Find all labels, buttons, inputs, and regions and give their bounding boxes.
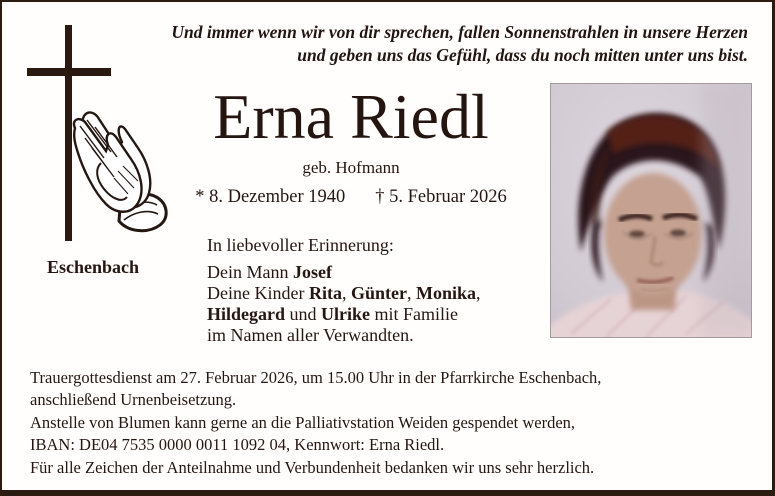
children-prefix: Deine Kinder (207, 283, 309, 303)
memorial-intro: In liebevoller Erinnerung: (207, 235, 394, 255)
death-date: † 5. Februar 2026 (375, 187, 507, 207)
opening-quote (138, 21, 748, 67)
child-name: Monika (415, 283, 476, 303)
place-label: Eschenbach (46, 257, 140, 277)
maiden-name: geb. Hofmann (302, 158, 400, 177)
child-name: Rita (308, 283, 342, 303)
portrait-photo (550, 83, 752, 338)
announcement-block (30, 367, 752, 479)
deceased-header (185, 81, 517, 208)
memorial-children-line-2 (207, 304, 547, 325)
conjunction: und (285, 304, 322, 324)
family-suffix: mit Familie (370, 304, 459, 324)
life-dates (185, 187, 517, 208)
service-line-1: Trauergottesdienst am 27. Februar 2026, um 15.00 Uhr in der Pfarrkirche Eschenbach, (30, 368, 602, 387)
separator: , (341, 283, 351, 303)
child-name: Hildegard (207, 304, 286, 324)
memorial-block (207, 235, 547, 346)
memorial-husband-line (207, 262, 547, 283)
child-name: Ulrike (321, 304, 371, 324)
thanks-line: Für alle Zeichen der Anteilnahme und Verbundenheit bedanken wir uns sehr herzlich. (30, 458, 595, 477)
child-name: Günter (350, 283, 407, 303)
service-line-2: anschließend Urnenbeisetzung. (30, 390, 237, 409)
memorial-closing: im Namen aller Verwandten. (207, 325, 414, 345)
donation-line-2: IBAN: DE04 7535 0000 0011 1092 04, Kennwort: Erna Riedl. (30, 435, 445, 454)
donation-line-1: Anstelle von Blumen kann gerne an die Palliativstation Weiden gespendet werden, (30, 413, 576, 432)
praying-hands-icon (68, 108, 170, 236)
husband-prefix: Dein Mann (207, 262, 293, 282)
portrait-photo-image (551, 84, 751, 337)
quote-line-2: und geben uns das Gefühl, dass du noch mitten unter uns bist. (297, 45, 748, 65)
cross-icon (27, 68, 111, 76)
quote-line-1: Und immer wenn wir von dir sprechen, fallen Sonnenstrahlen in unsere Herzen (171, 22, 748, 42)
birth-date: * 8. Dezember 1940 (195, 187, 346, 207)
deceased-name: Erna Riedl (213, 81, 489, 152)
separator: , (406, 283, 416, 303)
memorial-children-line-1 (207, 283, 547, 304)
husband-name: Josef (292, 262, 332, 282)
separator: , (475, 283, 481, 303)
